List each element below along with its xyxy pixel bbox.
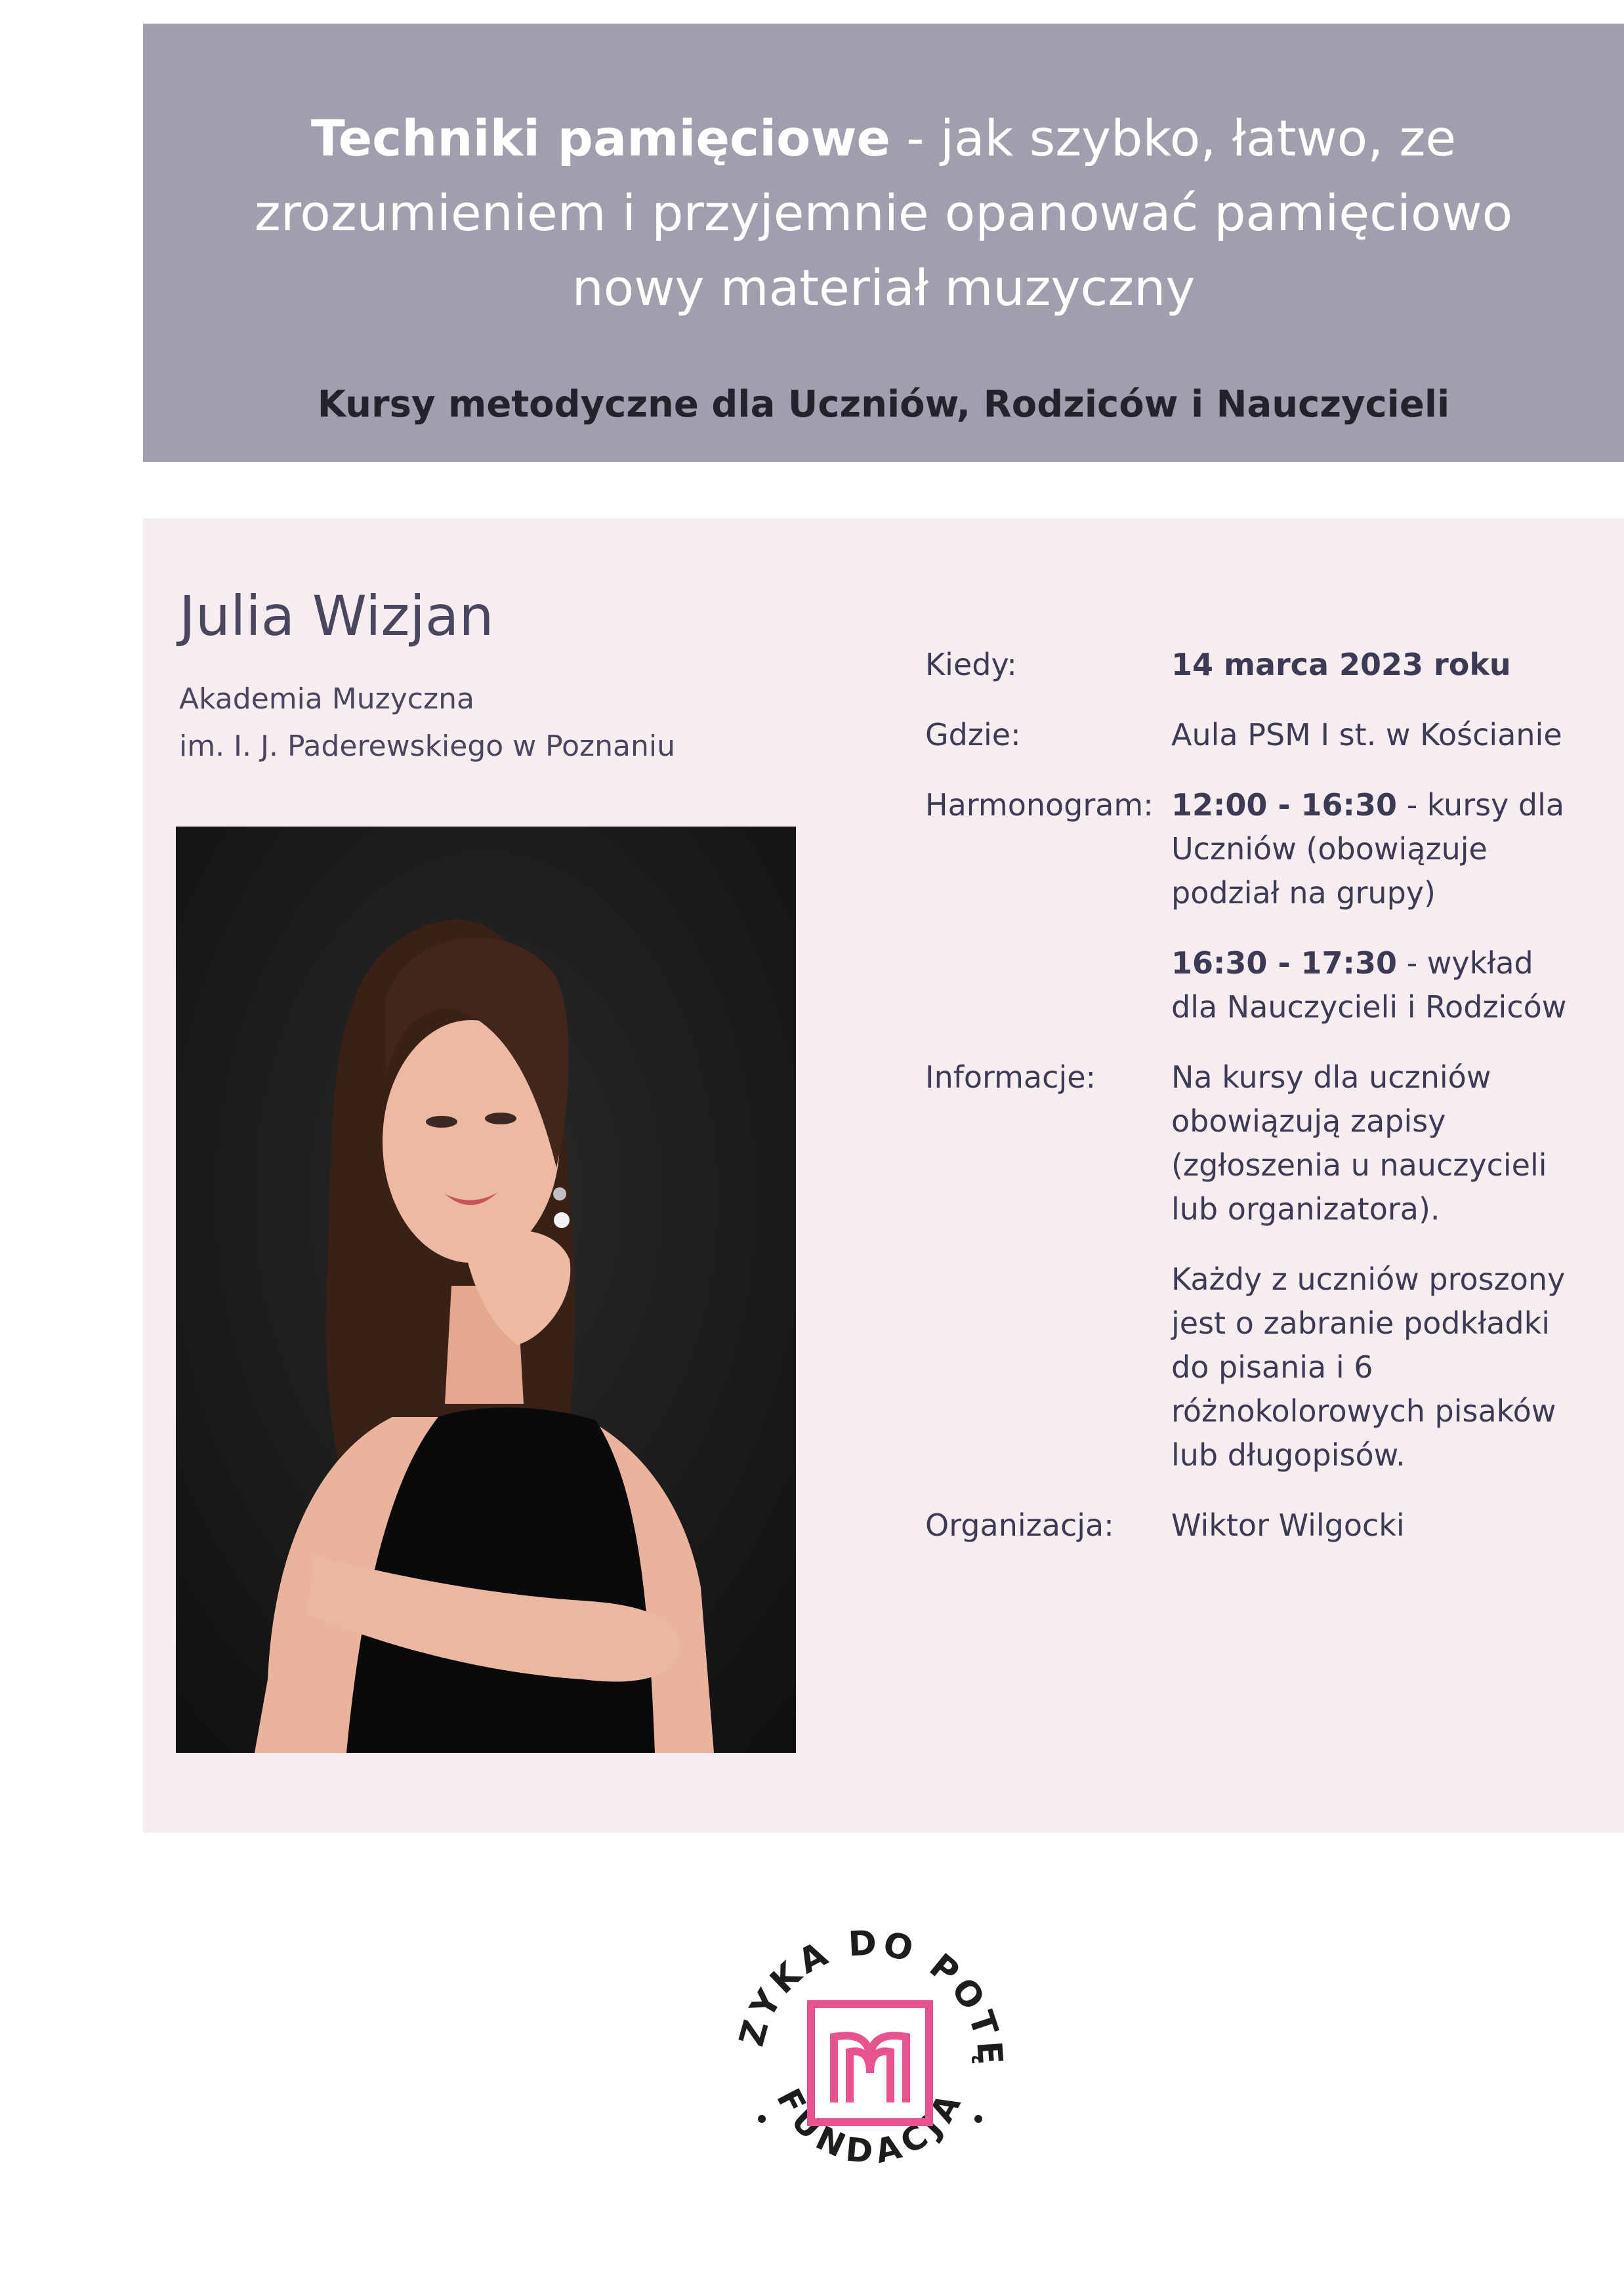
logo-bottom-text: FUNDACJA <box>769 2082 972 2171</box>
logo-top-text: ZYKA DO POTĘ <box>732 1923 1010 2070</box>
page-subtitle: Kursy metodyczne dla Uczniów, Rodziców i Nauczycieli <box>317 383 1450 426</box>
schedule-text: - wykład dla Nauczycieli i Rodziców <box>1171 945 1567 1025</box>
schedule-time: 12:00 - 16:30 <box>1171 787 1397 823</box>
affiliation-line-1: Akademia Muzyczna <box>179 682 474 716</box>
speaker-affiliation <box>179 676 675 770</box>
when-value-wrap <box>1171 643 1588 687</box>
affiliation-line-2: im. I. J. Paderewskiego w Poznaniu <box>179 729 675 763</box>
detail-info <box>925 1056 1588 1477</box>
detail-where <box>925 713 1588 757</box>
detail-organization <box>925 1504 1588 1548</box>
schedule-item <box>1171 783 1588 915</box>
header-banner <box>143 24 1624 462</box>
detail-schedule <box>925 783 1588 1029</box>
info-label: Informacje: <box>925 1059 1096 1095</box>
page-title <box>143 101 1624 325</box>
title-bold: Techniki pamięciowe <box>310 109 891 167</box>
organization-label: Organizacja: <box>925 1507 1114 1543</box>
foundation-logo-mark <box>709 1902 1031 2224</box>
schedule-values <box>1171 783 1588 1029</box>
where-value: Aula PSM I st. w Kościanie <box>1171 717 1562 752</box>
schedule-time: 16:30 - 17:30 <box>1171 945 1397 981</box>
speaker-name: Julia Wizjan <box>179 584 494 648</box>
logo-m-icon <box>834 2036 906 2102</box>
detail-when <box>925 643 1588 687</box>
schedule-text: - kursy dla Uczniów (obowiązuje podział na grupy) <box>1171 787 1565 911</box>
speaker-photo <box>176 827 796 1753</box>
foundation-logo <box>709 1902 1031 2224</box>
schedule-item <box>1171 941 1588 1029</box>
speaker-portrait-illustration <box>176 827 796 1753</box>
organization-value: Wiktor Wilgocki <box>1171 1507 1405 1543</box>
info-paragraph: Na kursy dla uczniów obowiązują zapisy (zgłoszenia u nauczycieli lub organizatora). <box>1171 1059 1547 1227</box>
title-rest: - jak szybko, łatwo, ze zrozumieniem i przyjemnie opanować pamięciowo nowy materiał muzyczny <box>254 109 1513 317</box>
info-paragraph: Każdy z uczniów proszony jest o zabranie podkładki do pisania i 6 różnokolorowych pisaków lub długopisów. <box>1171 1261 1566 1473</box>
content-panel <box>143 518 1624 1833</box>
when-label: Kiedy: <box>925 647 1017 682</box>
when-value: 14 marca 2023 roku <box>1171 647 1511 682</box>
event-details <box>925 643 1588 1574</box>
info-values <box>1171 1056 1588 1477</box>
schedule-label: Harmonogram: <box>925 787 1154 823</box>
where-label: Gdzie: <box>925 717 1021 752</box>
